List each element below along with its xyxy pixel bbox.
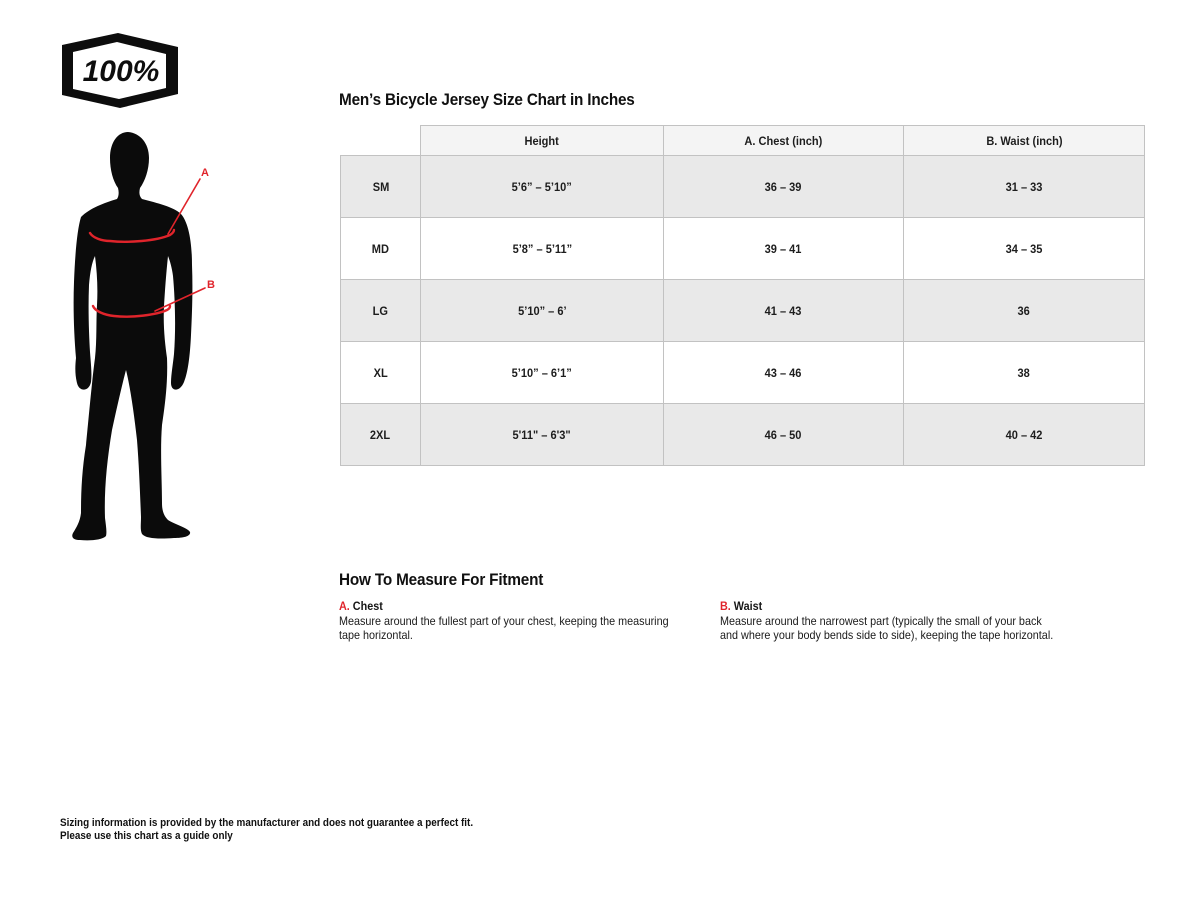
size-table <box>340 125 1145 466</box>
waist-label-b: B <box>207 279 215 291</box>
measure-item-chest <box>339 599 674 642</box>
how-to-measure-section <box>339 570 1059 642</box>
disclaimer <box>60 817 519 843</box>
measure-key-b: B. <box>720 599 731 613</box>
measure-name-chest: Chest <box>352 599 383 613</box>
measure-key-a: A. <box>339 599 350 613</box>
waist-cell: 31 – 33 <box>904 156 1145 218</box>
height-cell: 5’8” – 5’11” <box>421 218 664 280</box>
logo-hexagon-icon <box>60 33 180 109</box>
page-title <box>339 90 668 110</box>
measure-name-waist: Waist <box>733 599 763 613</box>
table-row-2xl <box>341 404 1145 466</box>
measure-item-waist-text: Measure around the narrowest part (typically the small of your back and where your body bends side to side), keeping the tape horizontal. <box>720 614 1054 642</box>
measure-item-chest-label <box>339 599 674 613</box>
waist-cell: 38 <box>904 342 1145 404</box>
size-cell: SM <box>341 156 421 218</box>
table-header-row <box>341 126 1145 156</box>
height-cell: 5’10” – 6’1” <box>421 342 664 404</box>
logo-text: 100% <box>82 55 160 88</box>
measure-item-chest-text: Measure around the fullest part of your chest, keeping the measuring tape horizontal. <box>339 614 669 642</box>
size-cell: MD <box>341 218 421 280</box>
height-cell: 5’10” – 6’ <box>421 280 664 342</box>
page-title-text: Men’s Bicycle Jersey Size Chart in Inches <box>339 90 635 109</box>
waist-cell: 36 <box>904 280 1145 342</box>
waist-cell: 40 – 42 <box>904 404 1145 466</box>
table-row-sm <box>341 156 1145 218</box>
brand-logo <box>60 33 180 109</box>
table-row-lg <box>341 280 1145 342</box>
column-header-waist: B. Waist (inch) <box>904 126 1145 156</box>
chest-cell: 36 – 39 <box>664 156 904 218</box>
disclaimer-line-1: Sizing information is provided by the manufacturer and does not guarantee a perfect fit. <box>60 817 474 829</box>
chest-cell: 41 – 43 <box>664 280 904 342</box>
height-cell: 5’6” – 5’10” <box>421 156 664 218</box>
how-to-heading: How To Measure For Fitment <box>339 570 544 589</box>
measure-item-waist-label <box>720 599 1055 613</box>
table-row-md <box>341 218 1145 280</box>
chest-label-a: A <box>201 167 209 179</box>
silhouette-icon <box>62 130 222 548</box>
column-header-chest: A. Chest (inch) <box>664 126 904 156</box>
height-cell: 5'11" – 6'3" <box>421 404 664 466</box>
male-silhouette-shape <box>72 132 192 540</box>
table-row-xl <box>341 342 1145 404</box>
table-corner-cell <box>341 126 421 156</box>
size-cell: LG <box>341 280 421 342</box>
measure-item-waist <box>720 599 1055 642</box>
chest-cell: 46 – 50 <box>664 404 904 466</box>
chest-cell: 43 – 46 <box>664 342 904 404</box>
size-cell: XL <box>341 342 421 404</box>
size-cell: 2XL <box>341 404 421 466</box>
waist-cell: 34 – 35 <box>904 218 1145 280</box>
column-header-height: Height <box>421 126 664 156</box>
body-silhouette-figure <box>62 130 222 548</box>
chest-cell: 39 – 41 <box>664 218 904 280</box>
disclaimer-line-2: Please use this chart as a guide only <box>60 830 233 842</box>
